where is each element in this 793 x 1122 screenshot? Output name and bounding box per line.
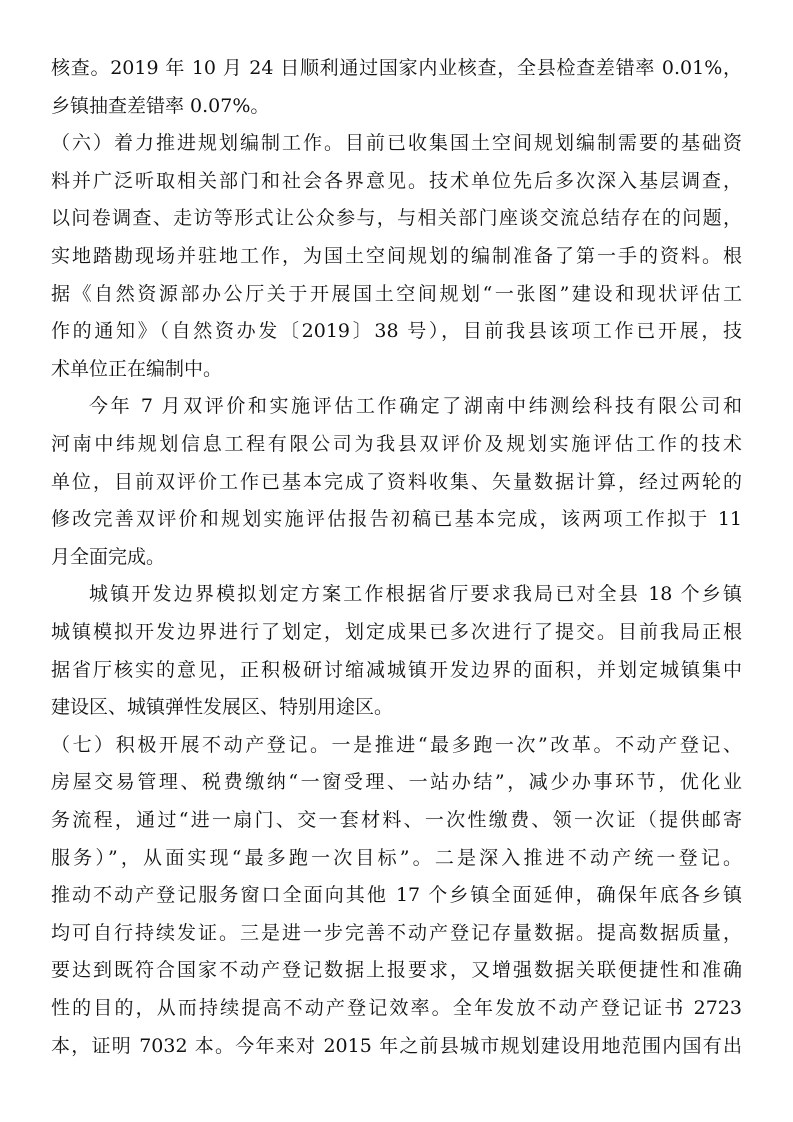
text-line: 今年 7 月双评价和实施评估工作确定了湖南中纬测绘科技有限公司和 [89,395,742,418]
text-line: 乡镇抽查差错率 0.07%。 [51,94,270,117]
text-line: 推动不动产登记服务窗口全面向其他 17 个乡镇全面延伸，确保年底各乡镇 [51,884,742,907]
text-line: 性的目的，从而持续提高不动产登记效率。全年发放不动产登记证书 2723 [51,997,742,1019]
text-line: （六）着力推进规划编制工作。目前已收集国土空间规划编制需要的基础资 [51,132,742,155]
text-line: 本，证明 7032 本。今年来对 2015 年之前县城市规划建设用地范围内国有出 [51,1034,742,1057]
text-line: 房屋交易管理、税费缴纳“一窗受理、一站办结”，减少办事环节，优化业 [51,771,742,794]
text-line: 据《自然资源部办公厅关于开展国土空间规划“一张图”建设和现状评估工 [51,282,742,305]
text-line: 建设区、城镇弹性发展区、特别用途区。 [51,696,394,719]
text-line: 城镇开发边界模拟划定方案工作根据省厅要求我局已对全县 18 个乡镇 [89,583,742,606]
text-line: 要达到既符合国家不动产登记数据上报要求，又增强数据关联便捷性和准确 [51,959,742,982]
text-line: 月全面完成。 [51,545,166,568]
text-line: （七）积极开展不动产登记。一是推进“最多跑一次”改革。不动产登记、 [51,733,742,756]
text-line: 术单位正在编制中。 [51,357,223,380]
text-line: 城镇模拟开发边界进行了划定，划定成果已多次进行了提交。目前我局正根 [51,621,742,643]
text-line: 修改完善双评价和规划实施评估报告初稿已基本完成，该两项工作拟于 11 [51,508,742,531]
text-line: 务流程，通过“进一扇门、交一套材料、一次性缴费、领一次证（提供邮寄 [51,809,742,831]
text-line: 河南中纬规划信息工程有限公司为我县双评价及规划实施评估工作的技术 [51,433,742,455]
text-line: 作的通知》（自然资办发〔2019〕38 号），目前我县该项工作已开展，技 [51,320,742,343]
text-line: 料并广泛听取相关部门和社会各界意见。技术单位先后多次深入基层调查， [51,169,742,192]
text-line: 实地踏勘现场并驻地工作，为国土空间规划的编制准备了第一手的资料。根 [51,245,742,267]
text-line: 以问卷调查、走访等形式让公众参与，与相关部门座谈交流总结存在的问题， [51,207,742,230]
text-line: 核查。2019 年 10 月 24 日顺利通过国家内业核查，全县检查差错率 0.01%， [51,57,742,79]
text-line: 单位，目前双评价工作已基本完成了资料收集、矢量数据计算，经过两轮的 [51,470,742,493]
text-line: 服务）”，从面实现“最多跑一次目标”。二是深入推进不动产统一登记。 [51,846,742,869]
text-line: 据省厅核实的意见，正积极研讨缩减城镇开发边界的面积，并划定城镇集中 [51,658,742,681]
text-line: 均可自行持续发证。三是进一步完善不动产登记存量数据。提高数据质量， [51,921,742,944]
